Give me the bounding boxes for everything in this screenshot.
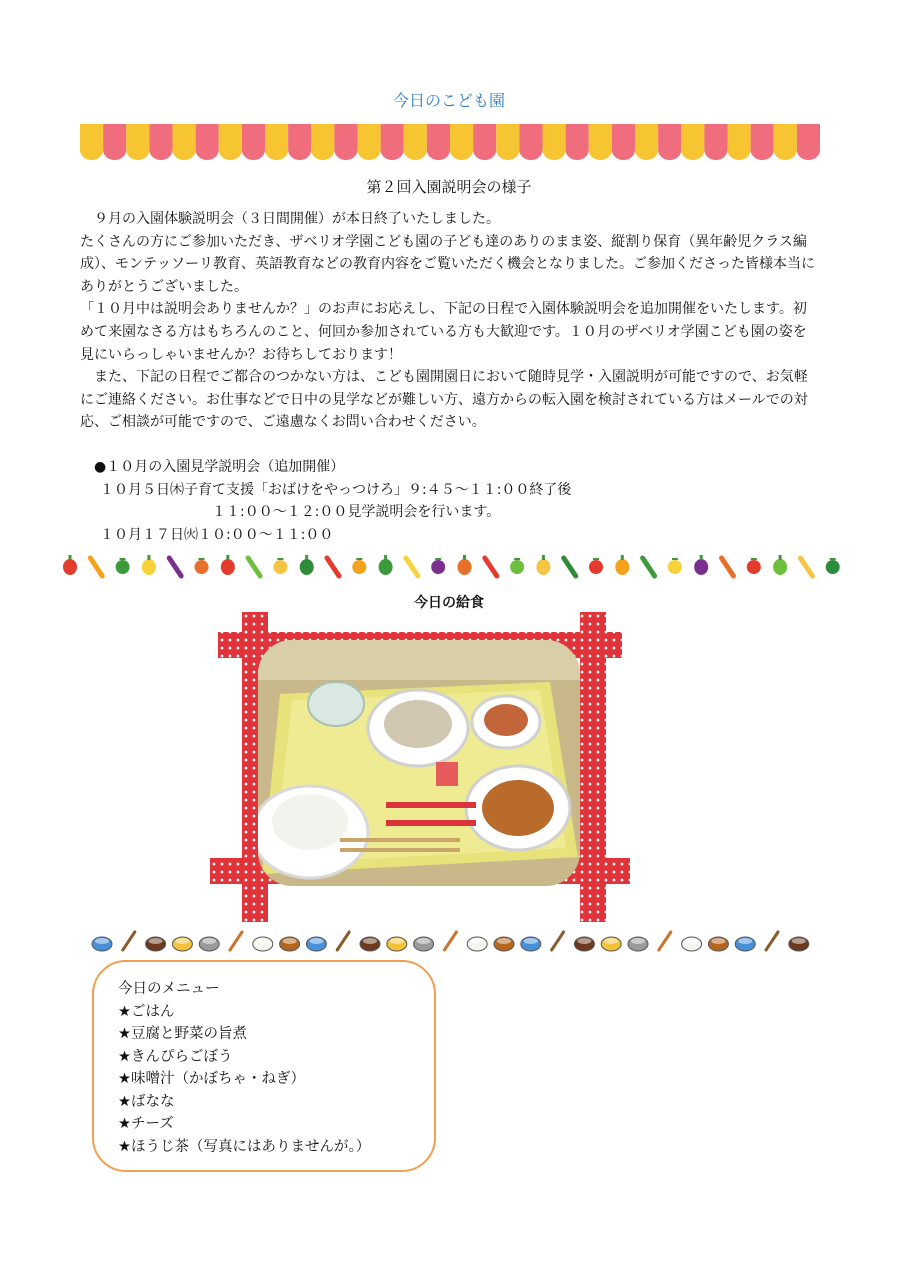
paragraph-1: ９月の入園体験説明会（３日間開催）が本日終了いたしました。 xyxy=(80,211,500,227)
body-text xyxy=(80,208,820,434)
vegetable-row-icon xyxy=(60,552,860,580)
menu-item: ★きんぴらごぼう xyxy=(118,1048,233,1065)
menu-item: ★チーズ xyxy=(118,1116,174,1132)
menu-box xyxy=(92,960,436,1172)
food-row-icon xyxy=(90,926,820,956)
schedule-block xyxy=(94,456,794,546)
schedule-line: １０月５日㈭子育て支援「おばけをやっつけろ」９:４５～１１:００終了後 xyxy=(100,481,572,498)
schedule-line: １０月１７日㈫１０:００～１１:００ xyxy=(100,526,334,543)
schedule-line: １１:００～１２:００見学説明会を行います。 xyxy=(100,504,501,521)
schedule-heading: ●１０月の入園見学説明会（追加開催） xyxy=(94,459,345,475)
school-lunch-tray-photo xyxy=(210,612,630,922)
paragraph-2: たくさんの方にご参加いただき、ザベリオ学園こども園の子ども達のありのまま姿、縦割り保育（異年齢児クラス編成）、モンテッソーリ教育、英語教育などの教育内容をご覧いただく機会となりました。ご参加くださった皆様本当にありがとうございました。 xyxy=(80,233,815,295)
section-title: 第２回入園説明会の様子 xyxy=(366,178,532,196)
menu-item: ★ばなな xyxy=(118,1093,175,1110)
menu-item: ★ほうじ茶（写真にはありませんが。） xyxy=(118,1138,371,1155)
menu-title: 今日のメニュー xyxy=(118,981,220,997)
menu-item: ★味噌汁（かぼちゃ・ねぎ） xyxy=(118,1071,305,1087)
menu-item: ★ごはん xyxy=(118,1003,175,1020)
striped-awning-icon xyxy=(80,124,820,162)
page-title: 今日のこども園 xyxy=(392,91,505,110)
paragraph-4: また、下記の日程でご都合のつかない方は、こども園開園日において随時見学・入園説明が可能ですので、お気軽にご連絡ください。お仕事などで日中の見学などが難しい方、遠方からの転入園を検討されている方はメールでの対応、ご相談が可能ですので、ご遠慮なくお問い合わせください。 xyxy=(80,369,808,431)
lunch-heading: 今日の給食 xyxy=(414,595,484,611)
menu-item: ★豆腐と野菜の旨煮 xyxy=(118,1026,247,1042)
paragraph-3: 「１０月中は説明会ありませんか？」のお声にお応えし、下記の日程で入園体験説明会を追加開催をいたします。初めて来園なさる方はもちろんのこと、何回か参加されている方も大歓迎です。１０月のザベリオ学園こども園の姿を見にいらっしゃいませんか？お待ちしております！ xyxy=(80,301,807,363)
